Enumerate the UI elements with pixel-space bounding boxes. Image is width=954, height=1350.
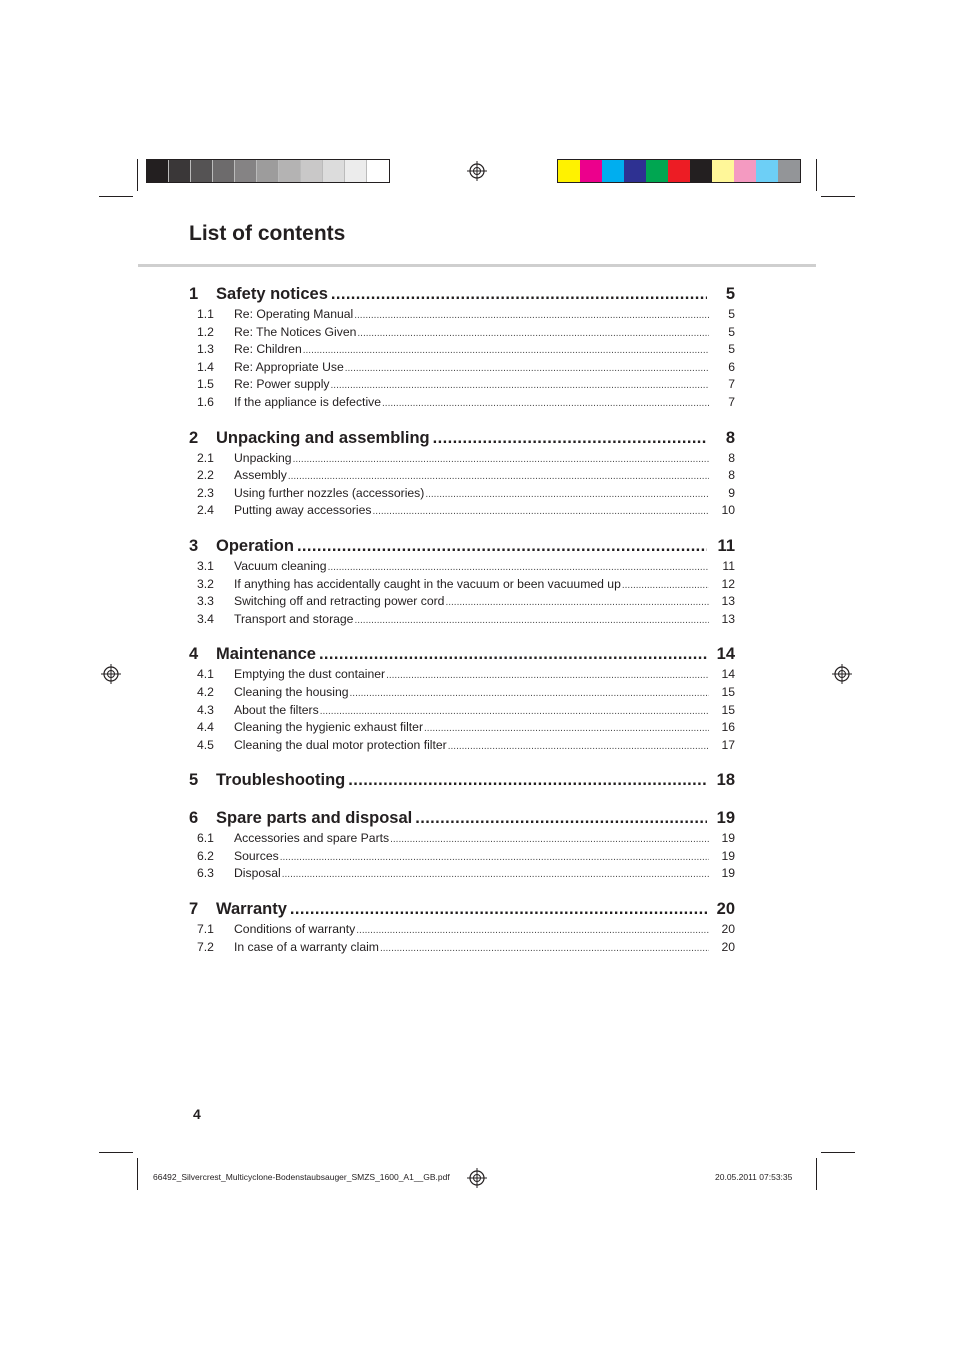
gray-swatch bbox=[301, 160, 323, 182]
toc-entry bbox=[189, 324, 735, 342]
entry-title: In case of a warranty claim bbox=[234, 939, 379, 954]
section-number: 7 bbox=[189, 900, 199, 919]
entry-number: 4.4 bbox=[197, 720, 214, 735]
toc-entry bbox=[189, 921, 735, 939]
entry-title: Disposal bbox=[234, 866, 281, 881]
toc-section bbox=[189, 806, 735, 883]
entry-page: 7 bbox=[728, 394, 735, 409]
dot-leader bbox=[348, 768, 707, 792]
color-swatch bbox=[690, 160, 712, 182]
entry-page: 13 bbox=[721, 611, 735, 626]
section-page: 5 bbox=[725, 285, 735, 303]
entry-number: 4.5 bbox=[197, 737, 214, 752]
toc-entry bbox=[189, 576, 735, 594]
entry-title: Sources bbox=[234, 848, 279, 863]
crop-mark bbox=[99, 196, 133, 197]
toc-section-heading bbox=[189, 806, 735, 830]
dot-leader bbox=[331, 377, 709, 395]
color-swatch bbox=[712, 160, 734, 182]
toc-entry bbox=[189, 848, 735, 866]
entry-page: 19 bbox=[721, 831, 735, 846]
crop-mark bbox=[99, 1152, 133, 1153]
gray-swatch bbox=[169, 160, 191, 182]
toc-entry bbox=[189, 593, 735, 611]
entry-number: 1.1 bbox=[197, 307, 214, 321]
section-number: 2 bbox=[189, 428, 199, 447]
entry-number: 4.1 bbox=[197, 667, 214, 682]
color-swatch bbox=[624, 160, 646, 182]
color-swatch bbox=[734, 160, 756, 182]
entry-title: Assembly bbox=[234, 468, 287, 483]
toc-section bbox=[189, 768, 735, 792]
toc-entry bbox=[189, 684, 735, 702]
entry-page: 5 bbox=[728, 307, 735, 321]
entry-page: 8 bbox=[728, 468, 735, 483]
color-swatch bbox=[756, 160, 778, 182]
toc-entry bbox=[189, 830, 735, 848]
entry-page: 8 bbox=[728, 450, 735, 465]
color-swatch bbox=[778, 160, 800, 182]
crop-mark bbox=[137, 1158, 138, 1190]
entry-number: 2.2 bbox=[197, 468, 214, 483]
entry-number: 6.3 bbox=[197, 866, 214, 881]
color-swatch bbox=[558, 160, 580, 182]
dot-leader bbox=[288, 468, 709, 486]
entry-number: 3.1 bbox=[197, 558, 214, 573]
entry-page: 13 bbox=[721, 594, 735, 609]
entry-page: 12 bbox=[721, 576, 735, 591]
toc-entry bbox=[189, 611, 735, 629]
entry-title: Re: Appropriate Use bbox=[234, 359, 344, 374]
gray-swatch bbox=[279, 160, 301, 182]
dot-leader bbox=[350, 685, 709, 703]
entry-title: Re: Power supply bbox=[234, 377, 330, 392]
dot-leader bbox=[303, 342, 709, 360]
section-page: 19 bbox=[716, 809, 735, 828]
entry-title: Accessories and spare Parts bbox=[234, 831, 390, 846]
toc-section bbox=[189, 426, 735, 520]
entry-page: 11 bbox=[722, 558, 735, 573]
entry-number: 3.3 bbox=[197, 594, 214, 609]
entry-title: Re: Children bbox=[234, 342, 302, 357]
entry-page: 17 bbox=[721, 737, 735, 752]
crop-mark bbox=[816, 1158, 817, 1190]
registration-mark-icon bbox=[101, 664, 121, 684]
section-page: 11 bbox=[717, 536, 735, 555]
section-number: 3 bbox=[189, 536, 199, 555]
entry-number: 3.4 bbox=[197, 611, 214, 626]
dot-leader bbox=[290, 897, 707, 921]
entry-number: 7.1 bbox=[197, 922, 214, 937]
dot-leader bbox=[328, 559, 709, 577]
entry-title: If the appliance is defective bbox=[234, 394, 382, 409]
toc-entry bbox=[189, 865, 735, 883]
crop-mark bbox=[821, 1152, 855, 1153]
section-page: 8 bbox=[725, 428, 735, 447]
entry-title: Vacuum cleaning bbox=[234, 558, 327, 573]
entry-number: 1.2 bbox=[197, 324, 214, 339]
dot-leader bbox=[433, 426, 707, 450]
gray-swatch bbox=[323, 160, 345, 182]
section-title: Troubleshooting bbox=[216, 771, 346, 790]
dot-leader bbox=[424, 720, 709, 738]
entry-page: 20 bbox=[721, 939, 735, 954]
entry-page: 6 bbox=[728, 359, 735, 374]
entry-number: 1.6 bbox=[197, 394, 214, 409]
toc-entry bbox=[189, 359, 735, 377]
section-title: Warranty bbox=[216, 900, 287, 919]
section-title: Spare parts and disposal bbox=[216, 809, 413, 828]
toc-entry bbox=[189, 737, 735, 755]
gray-swatch bbox=[191, 160, 213, 182]
entry-number: 3.2 bbox=[197, 576, 214, 591]
dot-leader bbox=[415, 806, 707, 830]
section-title: Unpacking and assembling bbox=[216, 428, 430, 447]
toc-entry bbox=[189, 450, 735, 468]
entry-title: Unpacking bbox=[234, 450, 292, 465]
toc-entry bbox=[189, 502, 735, 520]
entry-title: Re: The Notices Given bbox=[234, 324, 357, 339]
entry-number: 1.3 bbox=[197, 342, 214, 357]
color-calibration-bar bbox=[557, 159, 801, 183]
page-number: 4 bbox=[193, 1106, 201, 1122]
entry-page: 15 bbox=[721, 702, 735, 717]
entry-number: 2.4 bbox=[197, 503, 214, 518]
crop-mark bbox=[816, 159, 817, 191]
gray-swatch bbox=[367, 160, 389, 182]
registration-mark-icon bbox=[467, 1168, 487, 1188]
section-number: 4 bbox=[189, 645, 199, 664]
toc-entry bbox=[189, 558, 735, 576]
entry-title: Transport and storage bbox=[234, 611, 354, 626]
toc-section-heading bbox=[189, 642, 735, 666]
entry-title: Using further nozzles (accessories) bbox=[234, 485, 425, 500]
entry-title: Cleaning the housing bbox=[234, 684, 349, 699]
entry-number: 1.4 bbox=[197, 359, 214, 374]
color-swatch bbox=[646, 160, 668, 182]
dot-leader bbox=[448, 738, 709, 756]
entry-page: 20 bbox=[721, 922, 735, 937]
toc-section bbox=[189, 534, 735, 628]
dot-leader bbox=[380, 940, 709, 958]
table-of-contents bbox=[189, 282, 735, 970]
toc-entry bbox=[189, 939, 735, 957]
dot-leader bbox=[390, 831, 709, 849]
crop-mark bbox=[137, 159, 138, 191]
toc-entry bbox=[189, 467, 735, 485]
entry-title: Putting away accessories bbox=[234, 503, 372, 518]
toc-entry bbox=[189, 394, 735, 412]
crop-mark bbox=[821, 196, 855, 197]
dot-leader bbox=[425, 486, 709, 504]
color-swatch bbox=[668, 160, 690, 182]
toc-entry bbox=[189, 719, 735, 737]
color-swatch bbox=[580, 160, 602, 182]
toc-entry bbox=[189, 341, 735, 359]
toc-section bbox=[189, 282, 735, 412]
entry-number: 7.2 bbox=[197, 939, 214, 954]
dot-leader bbox=[373, 503, 709, 521]
section-page: 18 bbox=[716, 771, 735, 790]
toc-entry bbox=[189, 306, 735, 324]
toc-section bbox=[189, 642, 735, 754]
toc-entry bbox=[189, 666, 735, 684]
entry-page: 15 bbox=[721, 684, 735, 699]
color-swatch bbox=[602, 160, 624, 182]
entry-page: 5 bbox=[728, 342, 735, 357]
entry-title: Conditions of warranty bbox=[234, 922, 356, 937]
section-title: Operation bbox=[216, 536, 294, 555]
entry-page: 14 bbox=[721, 667, 735, 682]
page-title: List of contents bbox=[189, 222, 346, 245]
dot-leader bbox=[354, 307, 709, 325]
entry-title: Cleaning the dual motor protection filter bbox=[234, 737, 447, 752]
dot-leader bbox=[293, 451, 709, 469]
dot-leader bbox=[356, 922, 709, 940]
footer-timestamp: 20.05.2011 07:53:35 bbox=[715, 1172, 793, 1182]
registration-mark-icon bbox=[832, 664, 852, 684]
toc-entry bbox=[189, 376, 735, 394]
toc-section-heading bbox=[189, 768, 735, 792]
gray-swatch bbox=[147, 160, 169, 182]
dot-leader bbox=[319, 642, 707, 666]
dot-leader bbox=[382, 395, 709, 413]
dot-leader bbox=[445, 594, 709, 612]
toc-section-heading bbox=[189, 282, 735, 306]
entry-number: 4.3 bbox=[197, 702, 214, 717]
title-divider bbox=[138, 264, 816, 267]
entry-page: 16 bbox=[721, 720, 735, 735]
entry-number: 2.1 bbox=[197, 450, 214, 465]
gray-swatch bbox=[213, 160, 235, 182]
section-page: 14 bbox=[716, 645, 735, 664]
toc-section-heading bbox=[189, 426, 735, 450]
gray-swatch bbox=[257, 160, 279, 182]
dot-leader bbox=[386, 667, 709, 685]
entry-number: 6.2 bbox=[197, 848, 214, 863]
entry-page: 19 bbox=[721, 866, 735, 881]
dot-leader bbox=[280, 849, 709, 867]
entry-title: Cleaning the hygienic exhaust filter bbox=[234, 720, 424, 735]
entry-title: Switching off and retracting power cord bbox=[234, 594, 445, 609]
toc-section-heading bbox=[189, 897, 735, 921]
section-page: 20 bbox=[716, 900, 735, 919]
dot-leader bbox=[354, 612, 709, 630]
section-number: 5 bbox=[189, 771, 199, 790]
dot-leader bbox=[345, 360, 709, 378]
dot-leader bbox=[320, 703, 709, 721]
dot-leader bbox=[622, 577, 709, 595]
toc-section-heading bbox=[189, 534, 735, 558]
entry-page: 7 bbox=[728, 377, 735, 392]
entry-number: 6.1 bbox=[197, 831, 214, 846]
grayscale-calibration-bar bbox=[146, 159, 390, 183]
gray-swatch bbox=[235, 160, 257, 182]
entry-number: 4.2 bbox=[197, 684, 214, 699]
section-number: 6 bbox=[189, 809, 199, 828]
toc-entry bbox=[189, 702, 735, 720]
dot-leader bbox=[282, 866, 709, 884]
registration-mark-icon bbox=[467, 161, 487, 181]
entry-number: 2.3 bbox=[197, 485, 214, 500]
entry-page: 10 bbox=[721, 503, 735, 518]
dot-leader bbox=[297, 534, 707, 558]
entry-title: Emptying the dust container bbox=[234, 667, 386, 682]
entry-title: Re: Operating Manual bbox=[234, 307, 354, 321]
dot-leader bbox=[331, 282, 707, 306]
entry-page: 5 bbox=[728, 324, 735, 339]
entry-page: 19 bbox=[721, 848, 735, 863]
gray-swatch bbox=[345, 160, 367, 182]
toc-entry bbox=[189, 485, 735, 503]
section-title: Maintenance bbox=[216, 645, 316, 664]
toc-section bbox=[189, 897, 735, 956]
entry-title: If anything has accidentally caught in the vacuum or been vacuumed up bbox=[234, 576, 621, 591]
dot-leader bbox=[357, 325, 709, 343]
entry-page: 9 bbox=[728, 485, 735, 500]
entry-number: 1.5 bbox=[197, 377, 214, 392]
entry-title: About the filters bbox=[234, 702, 319, 717]
section-title: Safety notices bbox=[216, 285, 328, 303]
section-number: 1 bbox=[189, 285, 199, 303]
footer-filename: 66492_Silvercrest_Multicyclone-Bodenstaubsauger_SMZS_1600_A1__GB.pdf bbox=[153, 1172, 450, 1182]
